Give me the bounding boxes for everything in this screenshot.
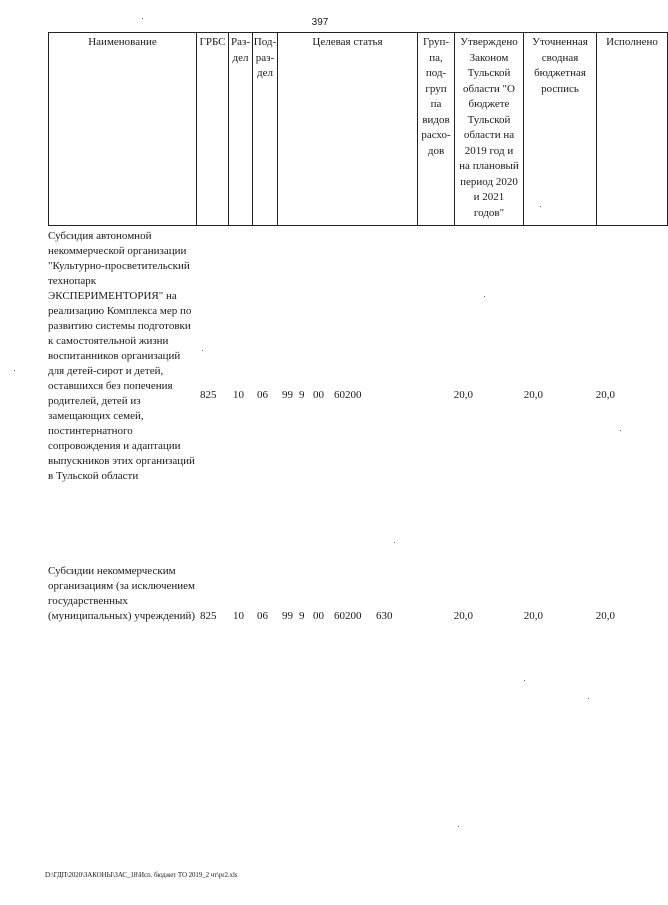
row-1-podrazdel: 06	[257, 389, 268, 401]
row-1-target-4: 60200	[334, 389, 362, 401]
row-2-target-4: 60200	[334, 610, 362, 622]
table-header	[48, 32, 658, 226]
row-2-target-2: 9	[299, 610, 305, 622]
row-1-approved: 20,0	[453, 389, 473, 401]
scan-speck	[394, 542, 395, 543]
header-target-article: Целевая статья	[277, 32, 417, 226]
row-1-target-1: 99	[282, 389, 293, 401]
row-2-podrazdel: 06	[257, 610, 268, 622]
header-refined: Уточненная сводная бюджетная роспись	[523, 32, 596, 226]
scan-speck	[588, 698, 589, 699]
header-podrazdel: Под- раз- дел	[252, 32, 277, 226]
row-2-target-1: 99	[282, 610, 293, 622]
row-2-approved: 20,0	[453, 610, 473, 622]
scan-speck	[458, 826, 459, 827]
row-1-name: Субсидия автономной некоммерческой организации "Культурно-просветительский технопарк ЭКСПЕРИМЕНТОРИЯ" на реализацию Комплекса мер по развитию системы подготовки к самостоятельной жизни воспитанников организаций для детей-сирот и детей, оставшихся без попечения родителей, детей из замещающих семей, постинтернатного сопровождения и адаптации выпускников этих организаций в Тульской области	[48, 230, 195, 482]
row-1-executed: 20,0	[595, 389, 615, 401]
header-group: Груп- па, под- груп па видов расхо- дов	[417, 32, 454, 226]
scan-speck	[202, 350, 203, 351]
header-grbs: ГРБС	[196, 32, 228, 226]
scan-speck	[142, 18, 143, 19]
row-2-target-3: 00	[313, 610, 324, 622]
footer-file-path: D:\ГДП\2020\ЗАКОНЫ\ЗАС_18\Исп. бюджет ТО 2019_2 чт\рr2.xls	[45, 871, 238, 879]
row-2-name: Субсидии некоммерческим организациям (за исключением государственных (муниципальных) учреждений)	[48, 565, 196, 622]
page-number: 397	[311, 17, 329, 28]
row-1-razdel: 10	[233, 389, 244, 401]
row-1-target-3: 00	[313, 389, 324, 401]
row-1-target-2: 9	[299, 389, 305, 401]
scan-speck	[484, 296, 485, 297]
row-2-razdel: 10	[233, 610, 244, 622]
scan-speck	[540, 206, 541, 207]
row-1-refined: 20,0	[523, 389, 543, 401]
row-2-grbs: 825	[200, 610, 217, 622]
scan-speck	[14, 370, 15, 371]
header-approved: Утверждено Законом Тульской области "О бюджете Тульской области на 2019 год и на плановый период 2020 и 2021 годов"	[454, 32, 523, 226]
row-2-executed: 20,0	[595, 610, 615, 622]
header-razdel: Раз- дел	[228, 32, 252, 226]
scan-speck	[524, 680, 525, 681]
row-2-group: 630	[376, 610, 393, 622]
row-2-refined: 20,0	[523, 610, 543, 622]
scan-speck	[620, 430, 621, 431]
header-executed: Исполнено	[596, 32, 668, 226]
header-name: Наименование	[48, 32, 196, 226]
row-1-grbs: 825	[200, 389, 217, 401]
